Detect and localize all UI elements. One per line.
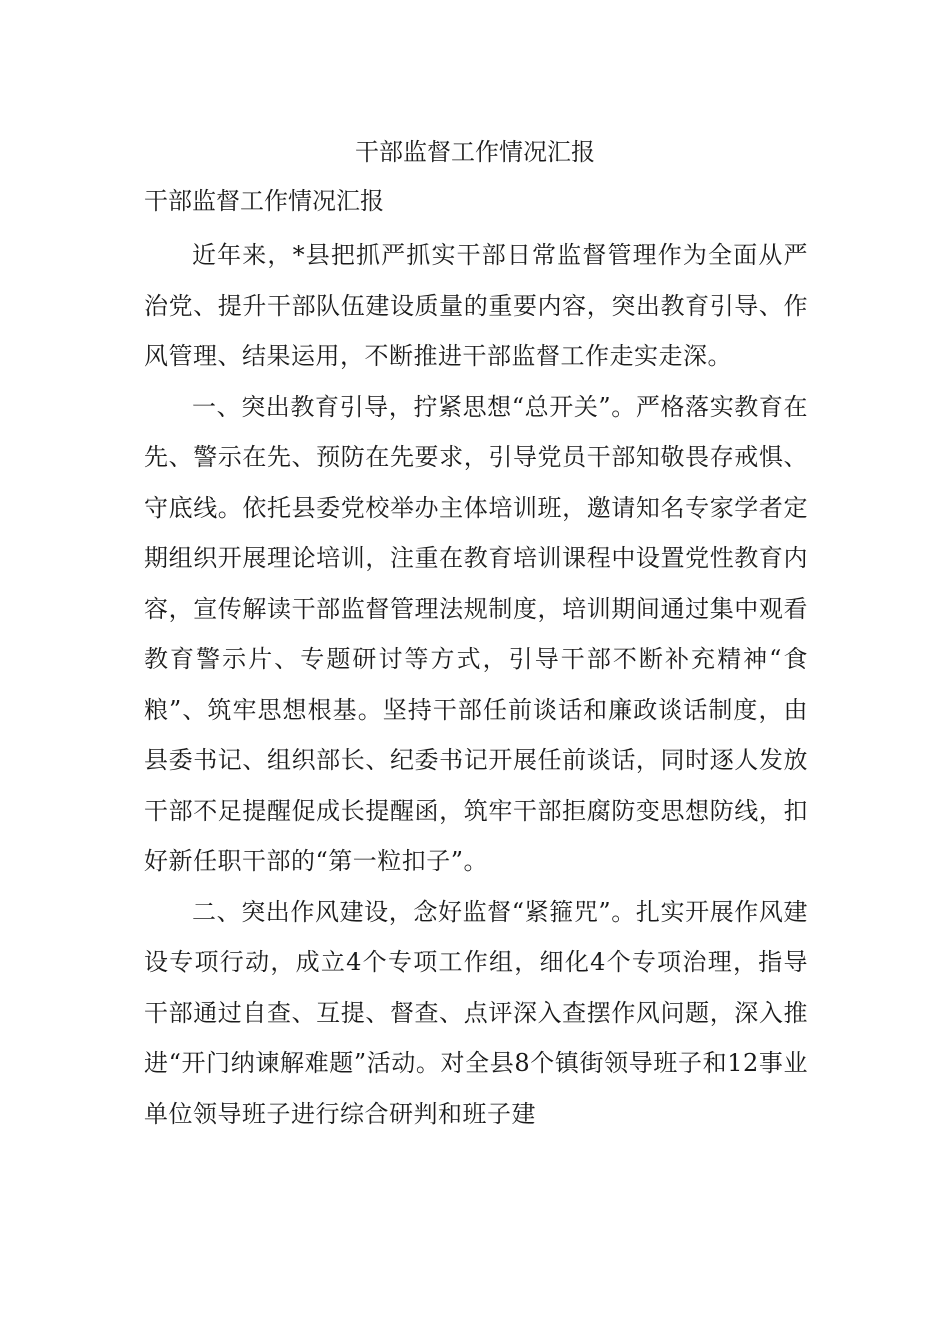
document-body	[144, 230, 808, 1139]
paragraph-section-1: 一、突出教育引导，拧紧思想“总开关”。严格落实教育在先、警示在先、预防在先要求，引导党员干部知敬畏存戒惧、守底线。依托县委党校举办主体培训班，邀请知名专家学者定期组织开展理论培训，注重在教育培训课程中设置党性教育内容，宣传解读干部监督管理法规制度，培训期间通过集中观看教育警示片、专题研讨等方式，引导干部不断补充精神“食粮”、筑牢思想根基。坚持干部任前谈话和廉政谈话制度，由县委书记、组织部长、纪委书记开展任前谈话，同时逐人发放干部不足提醒促成长提醒函，筑牢干部拒腐防变思想防线，扣好新任职干部的“第一粒扣子”。	[144, 392, 808, 875]
document-subtitle: 干部监督工作情况汇报	[144, 187, 384, 215]
document-title: 干部监督工作情况汇报	[355, 138, 595, 166]
paragraph-intro: 近年来，*县把抓严抓实干部日常监督管理作为全面从严治党、提升干部队伍建设质量的重要内容，突出教育引导、作风管理、结果运用，不断推进干部监督工作走实走深。	[144, 241, 808, 370]
paragraph-section-2: 二、突出作风建设，念好监督“紧箍咒”。扎实开展作风建设专项行动，成立4个专项工作组，细化4个专项治理，指导干部通过自查、互提、督查、点评深入查摆作风问题，深入推进“开门纳谏解难题”活动。对全县8个镇街领导班子和12事业单位领导班子进行综合研判和班子建	[144, 897, 808, 1128]
